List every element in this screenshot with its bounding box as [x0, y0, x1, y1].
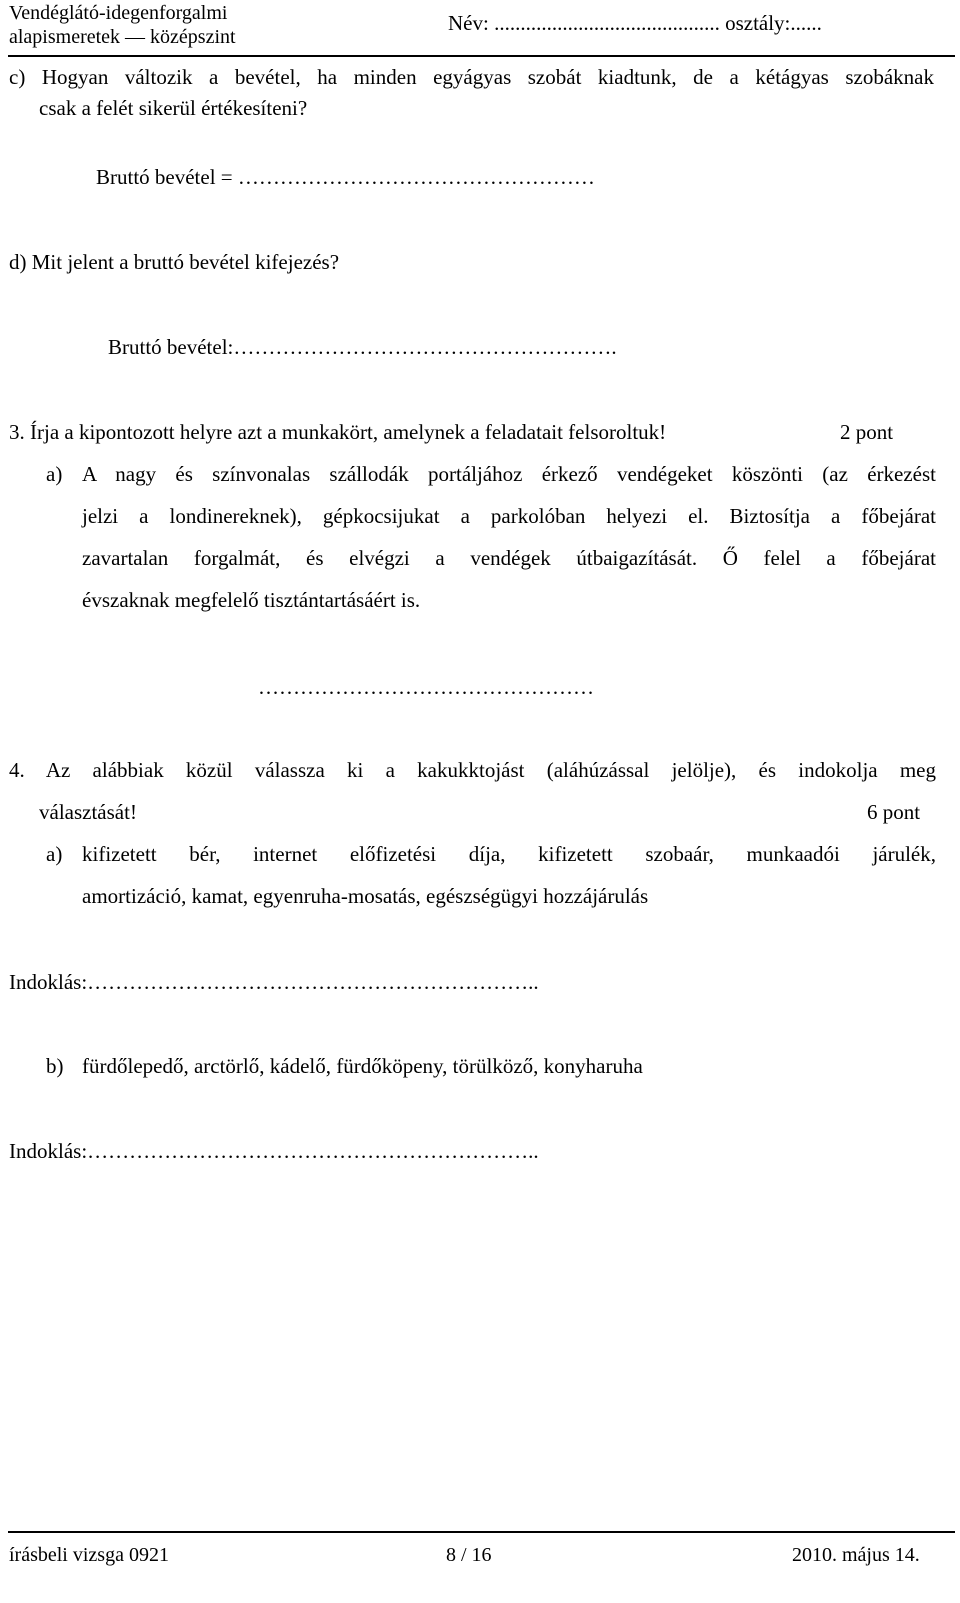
- q3a-line4: évszaknak megfelelő tisztántartásáért is.: [82, 588, 421, 612]
- q3a-line1: A nagy és színvonalas szállodák portáljához érkező vendégeket köszönti (az érkezést: [82, 462, 936, 486]
- header-subject: [9, 1, 236, 49]
- header-name-class-field: Név: ........................................... osztály:......: [448, 11, 822, 35]
- q2c-answer-line: [96, 165, 595, 189]
- q3-question: 3. Írja a kipontozott helyre azt a munkakört, amelynek a feladatait felsoroltuk!: [9, 420, 667, 444]
- q4b-items: fürdőlepedő, arctörlő, kádelő, fürdőköpeny, törülköző, konyharuha: [82, 1054, 643, 1078]
- q3a-line2: jelzi a londinereknek), gépkocsijukat a parkolóban helyezi el. Biztosítja a főbejárat: [82, 504, 936, 528]
- q3a-marker: a): [46, 462, 63, 486]
- footer-divider: [8, 1531, 955, 1533]
- header-divider: [8, 55, 955, 57]
- q2c-question-line1: c) Hogyan változik a bevétel, ha minden egyágyas szobát kiadtunk, de a kétágyas szobáknak: [9, 65, 934, 89]
- q4b-marker: b): [46, 1054, 64, 1078]
- footer-date: 2010. május 14.: [792, 1544, 920, 1566]
- q2d-answer-line: [108, 335, 617, 359]
- q3a-answer-dots: …………………………………………: [258, 675, 594, 699]
- q4a-marker: a): [46, 842, 63, 866]
- q4-points: 6 pont: [867, 800, 921, 824]
- q4a-reason-dots: ………………………………………………………..: [87, 970, 539, 994]
- q3-points: 2 pont: [840, 420, 894, 444]
- q4-question-line1: 4. Az alábbiak közül válassza ki a kakukktojást (aláhúzással jelölje), és indokolja meg: [9, 758, 936, 782]
- q2d-question: d) Mit jelent a bruttó bevétel kifejezés?: [9, 250, 340, 274]
- q2c-answer-label: Bruttó bevétel =: [96, 165, 233, 189]
- q4a-reason-label: Indoklás:: [9, 970, 88, 994]
- header-subject-line1: Vendéglátó-idegenforgalmi: [9, 2, 228, 24]
- q3a-line3: zavartalan forgalmát, és elvégzi a vendégek útbaigazítását. Ő felel a főbejárat: [82, 546, 936, 570]
- header-subject-line2: alapismeretek — középszint: [9, 26, 236, 48]
- q4-question-line2: választását!: [39, 800, 137, 824]
- q2d-answer-label: Bruttó bevétel:: [108, 335, 234, 359]
- q2c-answer-dots: ……………………………………………: [237, 165, 595, 189]
- q4a-line1: kifizetett bér, internet előfizetési díja, kifizetett szobaár, munkaadói járulék,: [82, 842, 936, 866]
- q4b-reason-dots: ………………………………………………………..: [87, 1139, 539, 1163]
- q4b-reason-line: [9, 1139, 539, 1163]
- q4a-line2: amortizáció, kamat, egyenruha-mosatás, egészségügyi hozzájárulás: [82, 884, 649, 908]
- q4a-reason-line: [9, 970, 539, 994]
- q4b-reason-label: Indoklás:: [9, 1139, 88, 1163]
- footer-exam-code: írásbeli vizsga 0921: [9, 1544, 169, 1566]
- q2d-answer-dots: ……………………………………………….: [233, 335, 617, 359]
- q2c-question-line2: csak a felét sikerül értékesíteni?: [39, 96, 308, 120]
- footer-page-number: 8 / 16: [446, 1544, 492, 1566]
